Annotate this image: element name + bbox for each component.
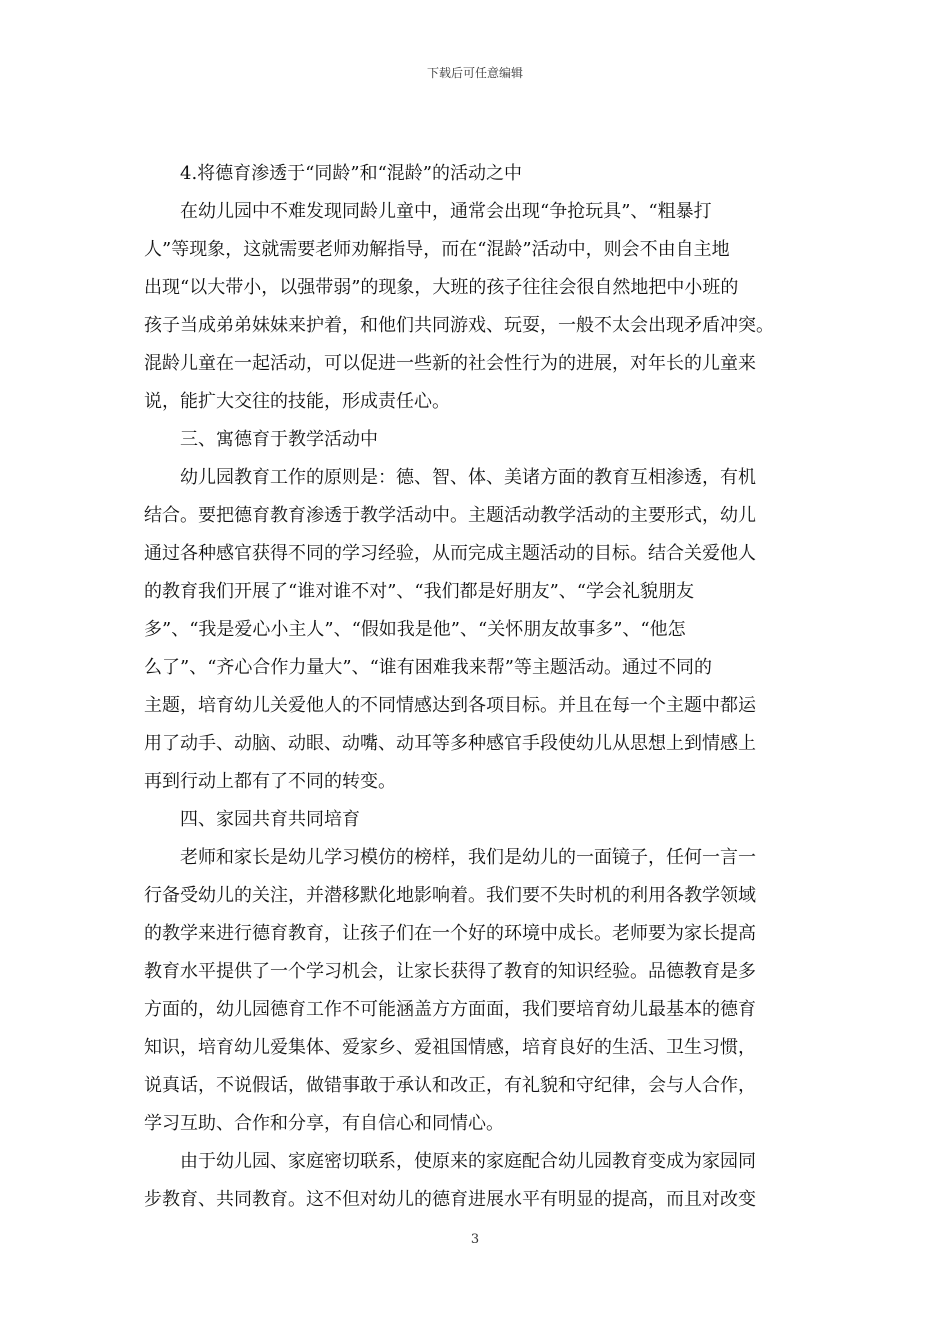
page-number: 3 xyxy=(470,1232,480,1247)
paragraph-start-line: 幼儿园教育工作的原则是：德、智、体、美诸方面的教育互相渗透，有机 xyxy=(180,467,756,488)
paragraph-line: 的教育我们开展了“谁对谁不对”、“我们都是好朋友”、“学会礼貌朋友 xyxy=(144,581,695,602)
paragraph-line: 多”、“我是爱心小主人”、“假如我是他”、“关怀朋友故事多”、“他怎 xyxy=(144,619,686,640)
paragraph-start-line: 四、家园共育共同培育 xyxy=(180,809,360,830)
paragraph-line: 人”等现象，这就需要老师劝解指导，而在“混龄”活动中，则会不由自主地 xyxy=(144,239,730,260)
paragraph-line: 主题，培育幼儿关爱他人的不同情感达到各项目标。并且在每一个主题中都运 xyxy=(144,695,756,716)
paragraph-line: 步教育、共同教育。这不但对幼儿的德育进展水平有明显的提高，而且对改变 xyxy=(144,1189,756,1210)
page-header: 下载后可任意编辑 xyxy=(426,66,523,80)
paragraph-start-line: 4.将德育渗透于“同龄”和“混龄”的活动之中 xyxy=(180,163,522,184)
document-body xyxy=(144,155,808,1219)
paragraph-start-line: 由于幼儿园、家庭密切联系，使原来的家庭配合幼儿园教育变成为家园同 xyxy=(180,1151,756,1172)
paragraph-line: 么了”、“齐心合作力量大”、“谁有困难我来帮”等主题活动。通过不同的 xyxy=(144,657,713,678)
paragraph-start-line: 老师和家长是幼儿学习模仿的榜样，我们是幼儿的一面镜子，任何一言一 xyxy=(180,847,756,868)
paragraph-line: 说，能扩大交往的技能，形成责任心。 xyxy=(144,391,450,412)
paragraph-line: 说真话，不说假话，做错事敢于承认和改正，有礼貌和守纪律，会与人合作， xyxy=(144,1075,756,1096)
paragraph-line: 学习互助、合作和分享，有自信心和同情心。 xyxy=(144,1113,504,1134)
paragraph-line: 再到行动上都有了不同的转变。 xyxy=(144,771,396,792)
paragraph-line: 孩子当成弟弟妹妹来护着，和他们共同游戏、玩耍，一般不太会出现矛盾冲突。 xyxy=(144,315,774,336)
paragraph-start-line: 三、寓德育于教学活动中 xyxy=(180,429,378,450)
paragraph-line: 的教学来进行德育教育，让孩子们在一个好的环境中成长。老师要为家长提高 xyxy=(144,923,756,944)
paragraph-line: 出现“以大带小，以强带弱”的现象，大班的孩子往往会很自然地把中小班的 xyxy=(144,277,739,298)
paragraph-line: 混龄儿童在一起活动，可以促进一些新的社会性行为的进展，对年长的儿童来 xyxy=(144,353,756,374)
paragraph-line: 知识，培育幼儿爱集体、爱家乡、爱祖国情感，培育良好的生活、卫生习惯， xyxy=(144,1037,756,1058)
paragraph-line: 结合。要把德育教育渗透于教学活动中。主题活动教学活动的主要形式，幼儿 xyxy=(144,505,756,526)
paragraph-line: 方面的，幼儿园德育工作不可能涵盖方方面面，我们要培育幼儿最基本的德育 xyxy=(144,999,756,1020)
paragraph-line: 用了动手、动脑、动眼、动嘴、动耳等多种感官手段使幼儿从思想上到情感上 xyxy=(144,733,756,754)
paragraph-line: 通过各种感官获得不同的学习经验，从而完成主题活动的目标。结合关爱他人 xyxy=(144,543,756,564)
paragraph-start-line: 在幼儿园中不难发现同龄儿童中，通常会出现“争抢玩具”、“粗暴打 xyxy=(180,201,712,222)
paragraph-line: 教育水平提供了一个学习机会，让家长获得了教育的知识经验。品德教育是多 xyxy=(144,961,756,982)
paragraph-line: 行备受幼儿的关注，并潜移默化地影响着。我们要不失时机的利用各教学领域 xyxy=(144,885,756,906)
